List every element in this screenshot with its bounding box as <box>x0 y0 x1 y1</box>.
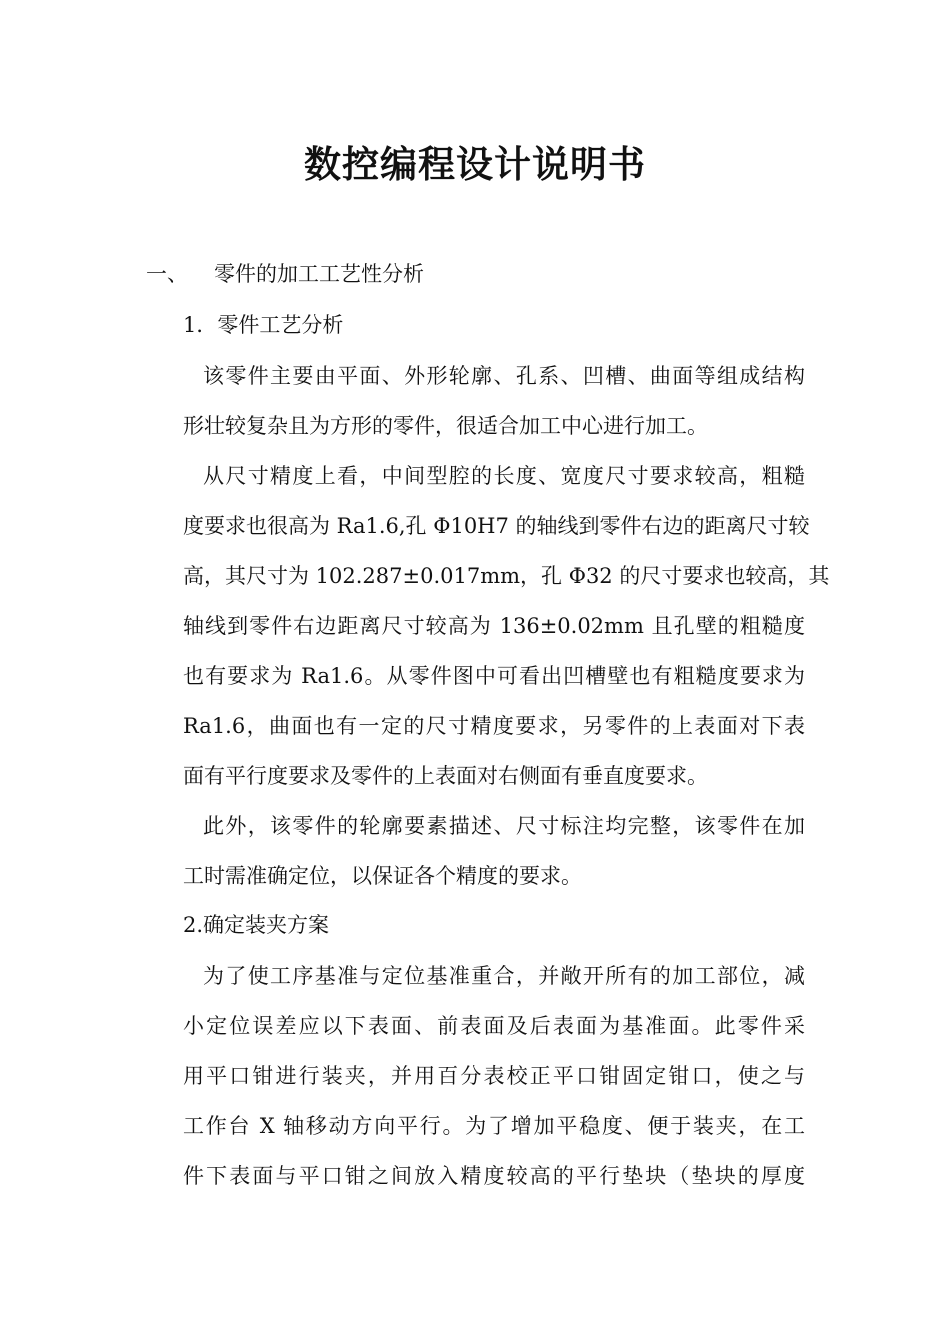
subsection-heading-2: 2.确定装夹方案 <box>183 913 330 937</box>
paragraph-line: 从尺寸精度上看，中间型腔的长度、宽度尺寸要求较高，粗糙 <box>203 464 805 488</box>
subsection-heading-1: 1．零件工艺分析 <box>183 313 344 337</box>
section-number: 一、 <box>146 262 188 286</box>
document-title: 数控编程设计说明书 <box>304 142 646 186</box>
paragraph-line: 该零件主要由平面、外形轮廓、孔系、凹槽、曲面等组成结构 <box>203 364 805 388</box>
paragraph-line: 也有要求为 Ra1.6。从零件图中可看出凹槽壁也有粗糙度要求为 <box>183 664 805 688</box>
paragraph-line: 小定位误差应以下表面、前表面及后表面为基准面。此零件采 <box>183 1014 805 1038</box>
paragraph-line: 高，其尺寸为 102.287±0.017mm，孔 Φ32 的尺寸要求也较高，其 <box>183 564 830 588</box>
paragraph-line: 形壮较复杂且为方形的零件，很适合加工中心进行加工。 <box>183 414 708 438</box>
paragraph-line: 为了使工序基准与定位基准重合，并敞开所有的加工部位，减 <box>203 964 805 988</box>
paragraph-line: 此外，该零件的轮廓要素描述、尺寸标注均完整，该零件在加 <box>203 814 805 838</box>
paragraph-line: 件下表面与平口钳之间放入精度较高的平行垫块（垫块的厚度 <box>183 1164 805 1188</box>
section-heading: 零件的加工工艺性分析 <box>214 262 424 286</box>
paragraph-line: 工作台 X 轴移动方向平行。为了增加平稳度、便于装夹，在工 <box>183 1114 805 1138</box>
paragraph-line: Ra1.6，曲面也有一定的尺寸精度要求，另零件的上表面对下表 <box>183 714 805 738</box>
paragraph-line: 用平口钳进行装夹，并用百分表校正平口钳固定钳口，使之与 <box>183 1064 805 1088</box>
paragraph-line: 度要求也很高为 Ra1.6,孔 Φ10H7 的轴线到零件右边的距离尺寸较 <box>183 514 810 538</box>
paragraph-line: 轴线到零件右边距离尺寸较高为 136±0.02mm 且孔壁的粗糙度 <box>183 614 805 638</box>
paragraph-line: 面有平行度要求及零件的上表面对右侧面有垂直度要求。 <box>183 764 708 788</box>
paragraph-line: 工时需准确定位，以保证各个精度的要求。 <box>183 864 582 888</box>
